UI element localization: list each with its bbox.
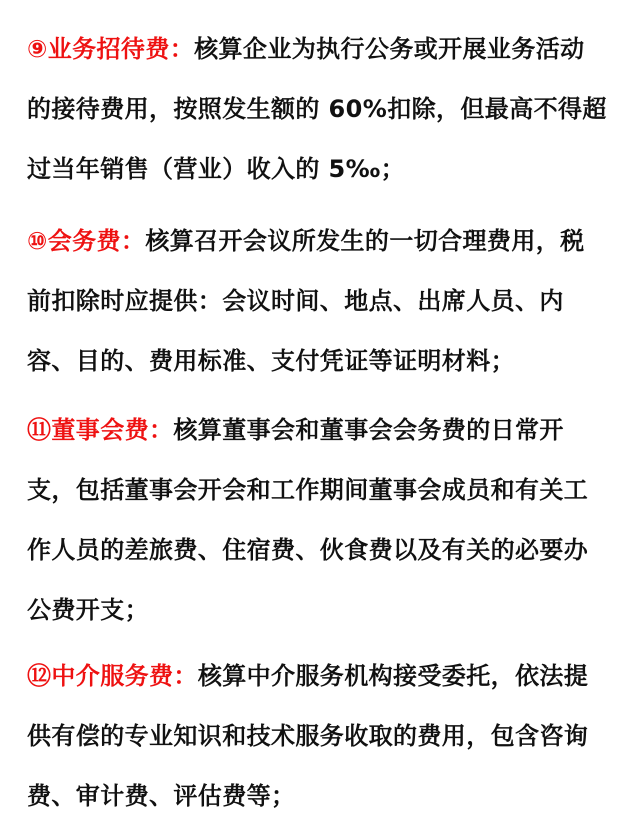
term-business-entertainment-fee: ⑨业务招待费：: [27, 35, 195, 63]
term-intermediary-service-fee: ⑫中介服务费：: [27, 662, 198, 690]
expense-item-meeting: [27, 211, 607, 391]
expense-item-intermediary-service: [27, 646, 607, 826]
description-board-fee: 核算董事会和董事会会务费的日常开支，包括董事会开会和工作期间董事会成员和有关工作人员的差旅费、住宿费、伙食费以及有关的必要办公费开支；: [27, 416, 589, 624]
description-intermediary-service-fee: 核算中介服务机构接受委托，依法提供有偿的专业知识和技术服务收取的费用，包含咨询费、审计费、评估费等；: [27, 662, 589, 810]
term-meeting-fee: ⑩会务费：: [27, 227, 146, 255]
expense-item-board: [27, 400, 607, 640]
description-business-entertainment-fee: 核算企业为执行公务或开展业务活动的接待费用，按照发生额的 60%扣除，但最高不得超过当年销售（营业）收入的 5‰；: [27, 35, 607, 183]
expense-item-business-entertainment: [27, 19, 607, 199]
description-meeting-fee: 核算召开会议所发生的一切合理费用，税前扣除时应提供：会议时间、地点、出席人员、内容、目的、费用标准、支付凭证等证明材料；: [27, 227, 585, 375]
term-board-fee: ⑪董事会费：: [27, 416, 174, 444]
